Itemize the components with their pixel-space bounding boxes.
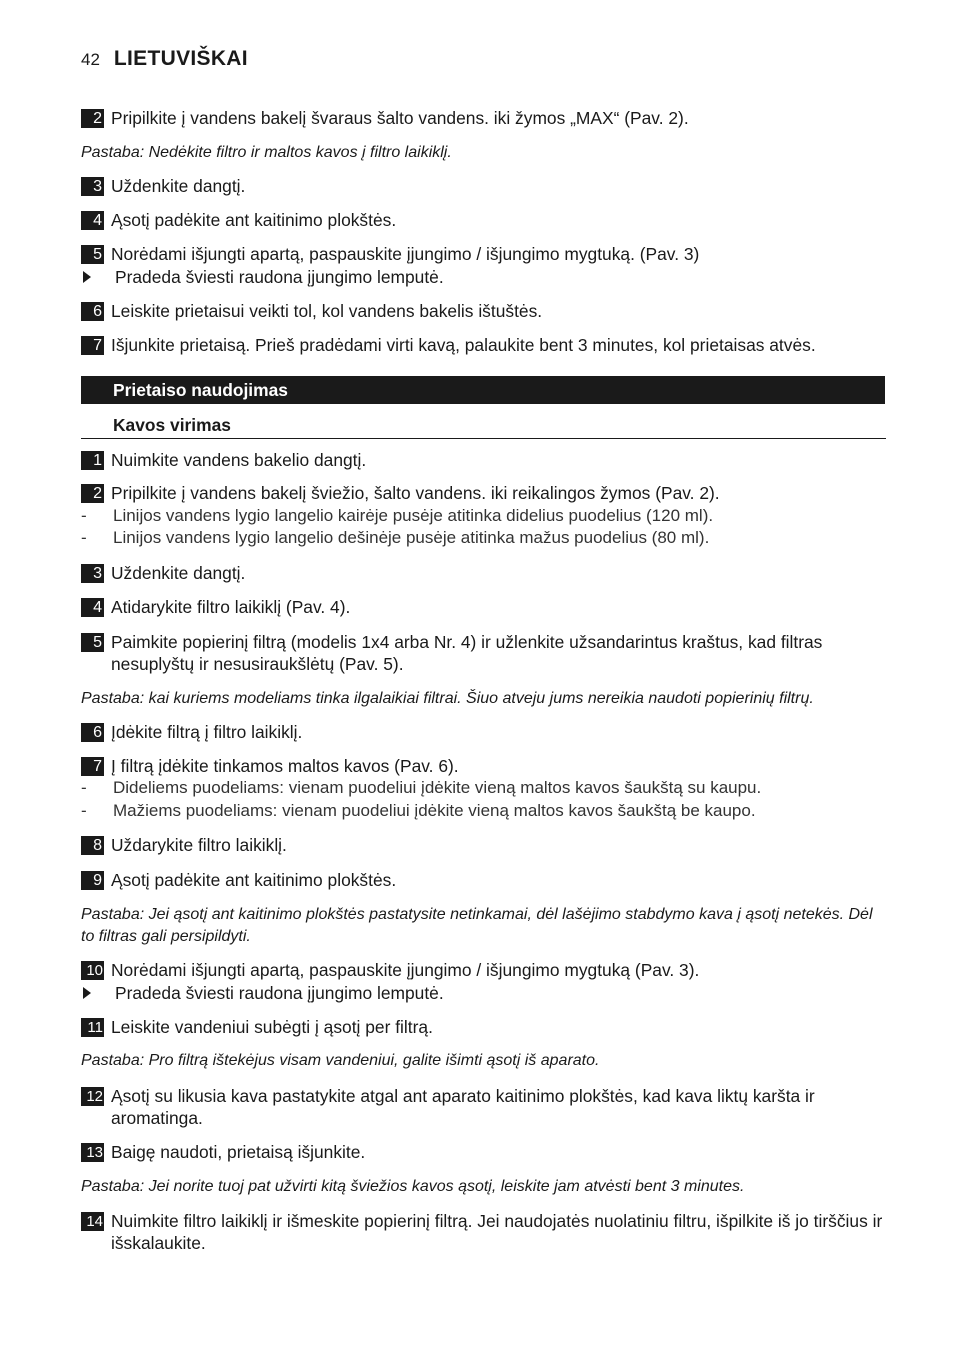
- step-number: 13: [81, 1143, 104, 1162]
- result-text: Pradeda šviesti raudona įjungimo lemputė.: [115, 983, 444, 1003]
- step-text: Įdėkite filtrą į filtro laikiklį.: [111, 722, 303, 742]
- result-arrow-icon: [83, 271, 91, 283]
- step-result: [81, 982, 886, 1004]
- step-text: Norėdami išjungti apartą, paspauskite įjungimo / išjungimo mygtuką (Pav. 3).: [111, 960, 700, 980]
- step-number: 11: [81, 1018, 104, 1037]
- step-number: 2: [81, 484, 104, 503]
- bullet-text: Dideliems puodeliams: vienam puodeliui įdėkite vieną maltos kavos šaukštą su kaupu.: [113, 778, 762, 797]
- language-heading: LIETUVIŠKAI: [113, 47, 248, 70]
- step-7: [81, 334, 886, 356]
- note: Pastaba: Nedėkite filtro ir maltos kavos į filtro laikiklį.: [81, 144, 452, 161]
- step-4: [81, 596, 886, 618]
- step-5: [81, 243, 886, 265]
- step-11: [81, 1016, 886, 1038]
- bullet-item: - Linijos vandens lygio langelio dešinėje pusėje atitinka mažus puodelius (80 ml).: [81, 527, 886, 549]
- step-number: 4: [81, 211, 104, 230]
- step-result: [81, 266, 886, 288]
- note: Pastaba: Jei ąsotį ant kaitinimo plokštės pastatysite netinkamai, dėl lašėjimo stabdymo kava į ąsotį netekės. Dėl to filtras gali persipildyti.: [81, 906, 873, 945]
- step-number: 9: [81, 871, 104, 890]
- bullet-text: Mažiems puodeliams: vienam puodeliui įdėkite vieną maltos kavos šaukštą be kaupo.: [113, 801, 756, 820]
- step-text: Leiskite vandeniui subėgti į ąsotį per filtrą.: [111, 1017, 433, 1037]
- step-text: Paimkite popierinį filtrą (modelis 1x4 arba Nr. 4) ir užlenkite užsandarintus kraštus, kad filtras nesuplyštų ir nesusiraukšlėtų (Pav. 5).: [111, 632, 823, 674]
- step-number: 7: [81, 757, 104, 776]
- step-number: 12: [81, 1087, 104, 1106]
- step-text: Ąsotį su likusia kava pastatykite atgal ant aparato kaitinimo plokštės, kad kava liktų karšta ir aromatinga.: [111, 1086, 815, 1128]
- result-arrow-icon: [83, 987, 91, 999]
- step-3: [81, 562, 886, 584]
- step-2: [81, 107, 886, 129]
- bullet-item: - Mažiems puodeliams: vienam puodeliui įdėkite vieną maltos kavos šaukštą be kaupo.: [81, 800, 886, 822]
- step-text: Pripilkite į vandens bakelį šviežio, šalto vandens. iki reikalingos žymos (Pav. 2).: [111, 483, 720, 503]
- step-number: 3: [81, 564, 104, 583]
- note: Pastaba: Pro filtrą ištekėjus visam vandeniui, galite išimti ąsotį iš aparato.: [81, 1052, 600, 1069]
- step-number: 3: [81, 177, 104, 196]
- step-13: [81, 1141, 886, 1163]
- step-3: [81, 175, 886, 197]
- page-header: [81, 47, 248, 71]
- step-number: 6: [81, 723, 104, 742]
- step-text: Uždarykite filtro laikiklį.: [111, 835, 287, 855]
- step-number: 2: [81, 109, 104, 128]
- step-number: 8: [81, 836, 104, 855]
- step-10: [81, 959, 886, 981]
- step-text: Norėdami išjungti apartą, paspauskite įjungimo / išjungimo mygtuką. (Pav. 3): [111, 244, 700, 264]
- step-text: Uždenkite dangtį.: [111, 176, 246, 196]
- section-title-bar: Prietaiso naudojimas: [81, 376, 885, 404]
- step-number: 10: [81, 961, 104, 980]
- bullet-item: - Linijos vandens lygio langelio kairėje pusėje atitinka didelius puodelius (120 ml).: [81, 505, 886, 527]
- step-text: Ąsotį padėkite ant kaitinimo plokštės.: [111, 210, 397, 230]
- step-number: 4: [81, 598, 104, 617]
- step-number: 7: [81, 336, 104, 355]
- step-text: Uždenkite dangtį.: [111, 563, 246, 583]
- result-text: Pradeda šviesti raudona įjungimo lemputė.: [115, 267, 444, 287]
- step-number: 6: [81, 302, 104, 321]
- step-text: Nuimkite filtro laikiklį ir išmeskite popierinį filtrą. Jei naudojatės nuolatiniu filtru, išpilkite iš jo tirščius ir išskalaukite.: [111, 1211, 883, 1253]
- step-4: [81, 209, 886, 231]
- bullet-text: Linijos vandens lygio langelio kairėje pusėje atitinka didelius puodelius (120 ml).: [113, 506, 714, 525]
- step-12: [81, 1085, 886, 1129]
- subsection-title: Kavos virimas: [81, 414, 886, 439]
- step-5: [81, 631, 886, 675]
- step-6: [81, 721, 886, 743]
- step-number: 1: [81, 451, 104, 470]
- step-text: Išjunkite prietaisą. Prieš pradėdami virti kavą, palaukite bent 3 minutes, kol prietaisas atvės.: [111, 335, 816, 355]
- page-number: 42: [81, 50, 100, 69]
- step-text: Į filtrą įdėkite tinkamos maltos kavos (Pav. 6).: [111, 756, 459, 776]
- step-2: [81, 482, 886, 504]
- step-8: [81, 834, 886, 856]
- step-7: [81, 755, 886, 777]
- step-number: 14: [81, 1212, 104, 1231]
- step-text: Leiskite prietaisui veikti tol, kol vandens bakelis ištuštės.: [111, 301, 543, 321]
- step-1: [81, 449, 886, 471]
- step-number: 5: [81, 633, 104, 652]
- note: Pastaba: Jei norite tuoj pat užvirti kitą šviežios kavos ąsotį, leiskite jam atvėsti bent 3 minutes.: [81, 1178, 745, 1195]
- step-text: Ąsotį padėkite ant kaitinimo plokštės.: [111, 870, 397, 890]
- step-9: [81, 869, 886, 891]
- note: Pastaba: kai kuriems modeliams tinka ilgalaikiai filtrai. Šiuo atveju jums nereikia naudoti popierinių filtrų.: [81, 690, 814, 707]
- step-6: [81, 300, 886, 322]
- step-text: Pripilkite į vandens bakelį švaraus šalto vandens. iki žymos „MAX“ (Pav. 2).: [111, 108, 689, 128]
- step-text: Baigę naudoti, prietaisą išjunkite.: [111, 1142, 366, 1162]
- step-text: Nuimkite vandens bakelio dangtį.: [111, 450, 367, 470]
- bullet-item: - Dideliems puodeliams: vienam puodeliui įdėkite vieną maltos kavos šaukštą su kaupu.: [81, 777, 886, 799]
- bullet-text: Linijos vandens lygio langelio dešinėje pusėje atitinka mažus puodelius (80 ml).: [113, 528, 710, 547]
- step-text: Atidarykite filtro laikiklį (Pav. 4).: [111, 597, 351, 617]
- step-number: 5: [81, 245, 104, 264]
- step-14: [81, 1210, 886, 1254]
